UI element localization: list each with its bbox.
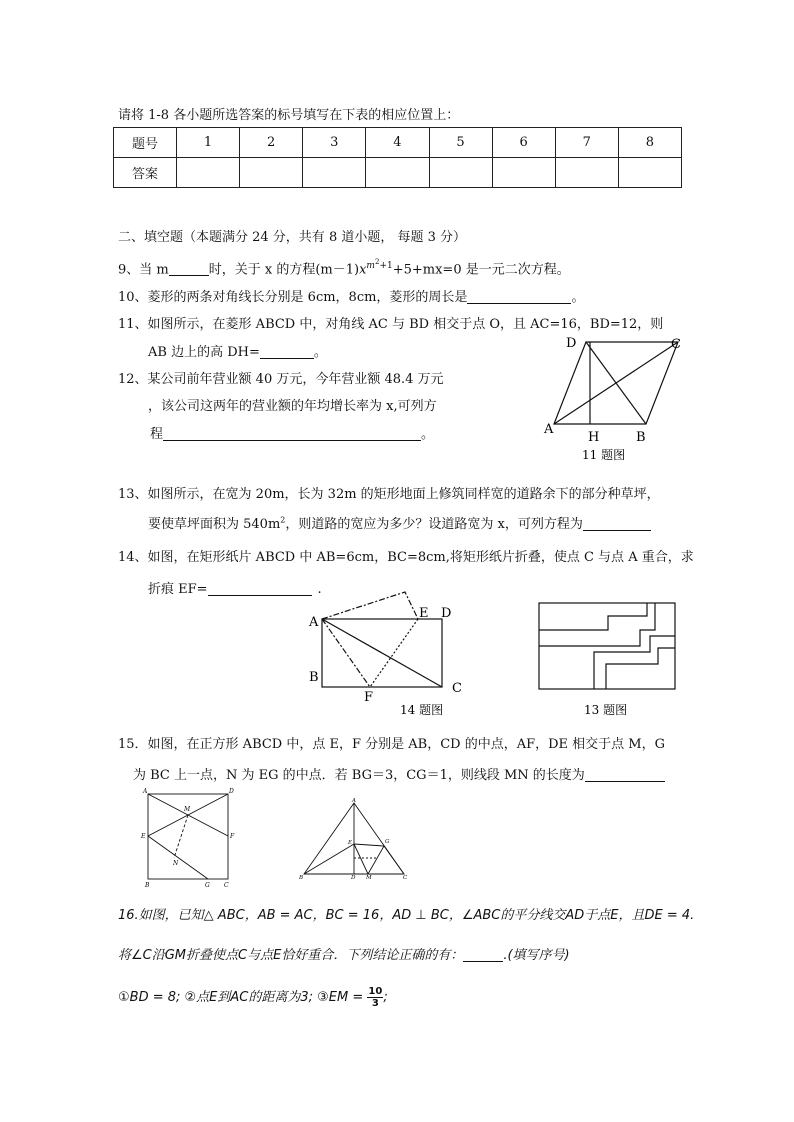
answer-cell[interactable] xyxy=(618,158,681,188)
question-14-line2 xyxy=(148,578,322,597)
q9-exponent: m xyxy=(366,261,375,271)
q16-text-b: .(填写序号) xyxy=(503,948,570,963)
q16-text-a: 将∠C沿GM折叠使点C与点E恰好重合．下列结论正确的有： xyxy=(118,948,464,963)
q16-fraction-denominator: 3 xyxy=(371,998,379,1009)
q9-exponent-plus: +1 xyxy=(379,261,393,271)
q15-answer-blank[interactable] xyxy=(585,767,665,782)
question-number-cell: 6 xyxy=(492,128,555,158)
question-12-line2: ，该公司这两年的营业额的年均增长率为 x,可列方 xyxy=(148,399,437,414)
q11-answer-blank[interactable] xyxy=(260,344,314,359)
label-d: D xyxy=(441,606,452,621)
question-12-line3 xyxy=(150,423,434,442)
q12-text-d: 。 xyxy=(421,427,435,442)
q16-fraction xyxy=(367,986,383,1009)
label-a: A xyxy=(544,422,554,437)
label-f: F xyxy=(230,833,235,840)
answer-cell[interactable] xyxy=(555,158,618,188)
label-g: G xyxy=(205,882,210,889)
label-e: E xyxy=(419,606,429,621)
q10-answer-blank[interactable] xyxy=(467,289,571,304)
q14-answer-blank[interactable] xyxy=(208,581,312,596)
question-16-line1: 16.如图，已知△ ABC，AB = AC，BC = 16，AD ⊥ BC，∠ABC的平分线交AD于点E，且DE = 4. xyxy=(118,908,695,923)
q9-variable: x xyxy=(359,262,367,278)
section-title: 二、填空题（本题满分 24 分，共有 8 道小题， 每题 3 分） xyxy=(118,230,467,245)
answer-cell[interactable] xyxy=(366,158,429,188)
question-12-line1: 12、某公司前年营业额 40 万元，今年营业额 48.4 万元 xyxy=(118,372,444,387)
q9-text-c: +5+mx=0 是一元二次方程。 xyxy=(392,262,570,278)
question-number-cell: 3 xyxy=(303,128,366,158)
fold-ge-gc xyxy=(354,844,404,874)
label-e: E xyxy=(348,840,353,846)
crease-ef xyxy=(370,619,418,687)
answer-cell[interactable] xyxy=(429,158,492,188)
label-b: B xyxy=(145,882,150,889)
question-14-line1: 14、如图，在矩形纸片 ABCD 中 AB=6cm，BC=8cm,将矩形纸片折叠，使点 C 与点 A 重合，求 xyxy=(118,550,694,565)
answer-cell[interactable] xyxy=(240,158,303,188)
question-number-cell: 8 xyxy=(618,128,681,158)
question-16-line3 xyxy=(118,986,388,1009)
label-b: B xyxy=(299,875,304,881)
figure-16-triangle xyxy=(296,798,418,882)
question-11-line2 xyxy=(148,341,327,360)
road-top-edge-upper xyxy=(539,603,647,630)
road-top-edge-lower xyxy=(539,603,655,646)
q9-answer-blank[interactable] xyxy=(169,261,209,276)
q13-text-c: ，则道路的宽应为多少？设道路宽为 x，可列方程为 xyxy=(285,517,583,532)
figure-11-rhombus xyxy=(538,334,688,464)
label-a: A xyxy=(143,788,148,795)
answer-cell[interactable] xyxy=(177,158,240,188)
label-m: M xyxy=(366,875,372,881)
q9-text-a: 9、当 m xyxy=(118,262,169,278)
label-e: E xyxy=(141,833,146,840)
q12-text-c: 程 xyxy=(150,427,164,442)
q16-answer-blank[interactable] xyxy=(463,947,503,962)
question-15-line1: 15．如图，在正方形 ABCD 中，点 E，F 分别是 AB，CD 的中点，AF，DE 相交于点 M，G xyxy=(118,737,665,752)
label-c: C xyxy=(452,681,462,696)
label-n: N xyxy=(173,860,179,867)
label-d: D xyxy=(351,875,356,881)
q16-text-c: ①BD = 8; ②点E到AC的距离为3; ③EM = xyxy=(118,990,364,1005)
question-number-cell: 4 xyxy=(366,128,429,158)
q13-superscript: 2 xyxy=(280,515,286,525)
q14-text-c: . xyxy=(317,582,322,597)
question-16-line2 xyxy=(118,944,570,963)
q13-text-b: 要使草坪面积为 540m xyxy=(148,517,281,532)
table-header-cell: 答案 xyxy=(114,158,177,188)
q10-text-a: 10、菱形的两条对角线长分别是 6cm，8cm，菱形的周长是 xyxy=(118,290,468,305)
figure-15-square xyxy=(138,786,238,890)
label-g: G xyxy=(385,839,390,845)
segment-em xyxy=(354,844,368,874)
q16-fraction-numerator: 10 xyxy=(368,986,383,997)
label-c: C xyxy=(224,882,229,889)
q11-text-c: 。 xyxy=(313,345,327,360)
table-header-cell: 题号 xyxy=(114,128,177,158)
figure-13-caption: 13 题图 xyxy=(584,703,628,717)
label-b: B xyxy=(636,430,646,445)
question-number-cell: 7 xyxy=(555,128,618,158)
label-h: H xyxy=(588,430,600,445)
question-number-cell: 2 xyxy=(240,128,303,158)
answer-cell[interactable] xyxy=(303,158,366,188)
question-9 xyxy=(118,258,570,277)
question-10 xyxy=(118,286,584,305)
label-a: A xyxy=(309,615,319,630)
label-b: B xyxy=(309,670,319,685)
question-15-line2 xyxy=(133,764,665,783)
diagonal-ac xyxy=(322,619,442,687)
figure-14-fold xyxy=(300,584,480,720)
q14-text-b: 折痕 EF= xyxy=(148,582,208,597)
label-a: A xyxy=(352,798,356,804)
q15-text-b: 为 BC 上一点，N 为 EG 的中点．若 BG＝3，CG＝1，则线段 MN 的长度为 xyxy=(133,768,585,783)
figure-13-roads xyxy=(538,602,678,720)
q13-answer-blank[interactable] xyxy=(583,516,651,531)
figure-14-caption: 14 题图 xyxy=(400,703,444,717)
folded-flap xyxy=(322,592,418,619)
question-11-line1: 11、如图所示，在菱形 ABCD 中，对角线 AC 与 BD 相交于点 O，且 AC=16，BD=12，则 xyxy=(118,317,664,332)
diagonal-bd xyxy=(586,342,646,424)
instruction-text: 请将 1-8 各小题所选答案的标号填写在下表的相应位置上： xyxy=(118,108,460,123)
table-row xyxy=(114,158,682,188)
label-c: C xyxy=(671,337,681,352)
road-bottom-edge-lower xyxy=(606,648,675,689)
label-m: M xyxy=(184,806,191,813)
answer-table xyxy=(113,127,682,188)
label-c: C xyxy=(403,875,408,881)
q9-exponent-power: 2 xyxy=(374,258,380,266)
label-d: D xyxy=(566,336,577,351)
table-row xyxy=(114,128,682,158)
q12-answer-blank[interactable] xyxy=(163,426,421,441)
question-13-line2 xyxy=(148,513,651,532)
q10-text-b: 。 xyxy=(571,290,585,305)
q16-text-d: ; xyxy=(383,990,388,1005)
q9-text-b: 时，关于 x 的方程(m－1) xyxy=(208,262,360,278)
fold-edge-af xyxy=(322,619,370,687)
figure-11-caption: 11 题图 xyxy=(582,448,626,462)
bisector-be xyxy=(304,844,354,874)
label-d: D xyxy=(229,788,234,795)
label-f: F xyxy=(364,690,374,705)
segment-eg xyxy=(148,836,208,879)
question-number-cell: 1 xyxy=(177,128,240,158)
question-13-line1: 13、如图所示，在宽为 20m，长为 32m 的矩形地面上修筑同样宽的道路余下的部分种草坪， xyxy=(118,487,660,502)
segment-gm xyxy=(368,846,384,874)
answer-cell[interactable] xyxy=(492,158,555,188)
question-number-cell: 5 xyxy=(429,128,492,158)
q11-text-b: AB 边上的高 DH= xyxy=(148,345,260,360)
